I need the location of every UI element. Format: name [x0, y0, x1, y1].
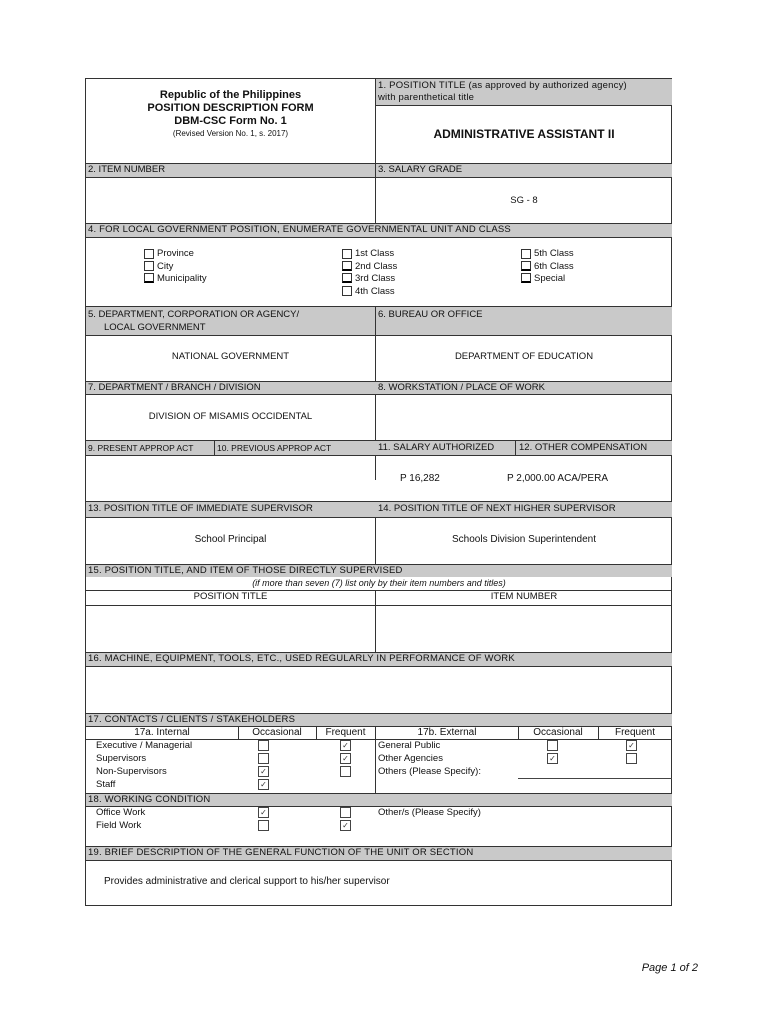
- department-value[interactable]: NATIONAL GOVERNMENT: [171, 351, 290, 362]
- divider: [376, 105, 672, 106]
- fifth-class-label: 5th Class: [534, 248, 574, 259]
- working-condition-label: Field Work: [96, 820, 142, 831]
- supervisors-frequent-checkbox[interactable]: ✓: [340, 753, 351, 764]
- s1-label: [376, 79, 672, 105]
- s13-label: 13. POSITION TITLE OF IMMEDIATE SUPERVISOR: [88, 503, 313, 514]
- first-class-checkbox[interactable]: [342, 249, 352, 259]
- divider: [515, 440, 516, 455]
- s11-label: 11. SALARY AUTHORIZED: [378, 442, 495, 453]
- special-checkbox[interactable]: [521, 273, 531, 283]
- s15-note: (if more than seven (7) list only by their item numbers and titles): [252, 578, 506, 588]
- external-row-label: General Public: [378, 740, 441, 751]
- external-occasional-header: Occasional: [533, 727, 583, 738]
- s2-label: 2. ITEM NUMBER: [88, 164, 166, 175]
- divider: [375, 726, 376, 793]
- s6-label: 6. BUREAU OR OFFICE: [378, 309, 483, 320]
- supervisors-occasional-checkbox[interactable]: [258, 753, 269, 764]
- internal-header: 17a. Internal: [134, 727, 190, 738]
- internal-row-label: Staff: [96, 779, 116, 790]
- internal-occasional-header: Occasional: [252, 727, 302, 738]
- external-header: 17b. External: [417, 727, 477, 738]
- divider: [86, 605, 672, 606]
- other-compensation-value[interactable]: P 2,000.00 ACA/PERA: [507, 473, 608, 484]
- position-title-column-header: POSITION TITLE: [193, 591, 268, 602]
- s14-label: 14. POSITION TITLE OF NEXT HIGHER SUPERVISOR: [378, 503, 616, 514]
- province-label: Province: [157, 248, 194, 259]
- divider: [86, 237, 672, 238]
- second-class-label: 2nd Class: [355, 261, 398, 272]
- municipality-checkbox[interactable]: [144, 273, 154, 283]
- form-number: DBM-CSC Form No. 1: [174, 115, 287, 127]
- fifth-class-checkbox[interactable]: [521, 249, 531, 259]
- internal-row-label: Executive / Managerial: [96, 740, 193, 751]
- divider: [86, 177, 672, 178]
- form-name: POSITION DESCRIPTION FORM: [147, 102, 314, 114]
- s16-label: 16. MACHINE, EQUIPMENT, TOOLS, ETC., USED REGULARLY IN PERFORMANCE OF WORK: [86, 653, 672, 666]
- fourth-class-label: 4th Class: [355, 286, 395, 297]
- non-supervisors-frequent-checkbox[interactable]: [340, 766, 351, 777]
- divider: [375, 590, 376, 652]
- city-checkbox[interactable]: [144, 261, 154, 271]
- divider: [214, 440, 215, 455]
- third-class-label: 3rd Class: [355, 273, 396, 284]
- general-public-frequent-checkbox[interactable]: ✓: [626, 740, 637, 751]
- s1-label-line2: with parenthetical title: [378, 92, 475, 103]
- s10-label: 10. PREVIOUS APPROP ACT: [217, 443, 332, 453]
- others-specify-label: Others (Please Specify):: [378, 766, 481, 777]
- fourth-class-checkbox[interactable]: [342, 286, 352, 296]
- divider: [86, 860, 672, 861]
- s17-label: 17. CONTACTS / CLIENTS / STAKEHOLDERS: [86, 714, 672, 726]
- municipality-label: Municipality: [157, 273, 207, 284]
- third-class-checkbox[interactable]: [342, 273, 352, 283]
- s5-label-line2: LOCAL GOVERNMENT: [104, 322, 206, 333]
- field-work-frequent-checkbox[interactable]: ✓: [340, 820, 351, 831]
- s9-label: 9. PRESENT APPROP ACT: [88, 443, 194, 453]
- s7-label: 7. DEPARTMENT / BRANCH / DIVISION: [88, 382, 261, 393]
- next-higher-supervisor-value[interactable]: Schools Division Superintendent: [452, 534, 596, 545]
- s8-label: 8. WORKSTATION / PLACE OF WORK: [378, 382, 545, 393]
- s15-label: 15. POSITION TITLE, AND ITEM OF THOSE DIRECTLY SUPERVISED: [86, 565, 672, 577]
- field-work-occasional-checkbox[interactable]: [258, 820, 269, 831]
- internal-frequent-header: Frequent: [325, 727, 366, 738]
- office-work-frequent-checkbox[interactable]: [340, 807, 351, 818]
- sixth-class-checkbox[interactable]: [521, 261, 531, 271]
- office-work-occasional-checkbox[interactable]: ✓: [258, 807, 269, 818]
- s4-label: 4. FOR LOCAL GOVERNMENT POSITION, ENUMERATE GOVERNMENTAL UNIT AND CLASS: [86, 224, 672, 237]
- s18-label: 18. WORKING CONDITION: [86, 794, 672, 806]
- general-function-value[interactable]: Provides administrative and clerical support to his/her supervisor: [104, 876, 390, 887]
- position-title-value[interactable]: ADMINISTRATIVE ASSISTANT II: [433, 127, 615, 141]
- city-label: City: [157, 261, 174, 272]
- republic-label: Republic of the Philippines: [159, 89, 302, 101]
- divider: [86, 394, 672, 395]
- special-label: Special: [534, 273, 566, 284]
- province-checkbox[interactable]: [144, 249, 154, 259]
- divider: [86, 517, 672, 518]
- executive-occasional-checkbox[interactable]: [258, 740, 269, 751]
- s3-label: 3. SALARY GRADE: [378, 164, 463, 175]
- staff-occasional-checkbox[interactable]: ✓: [258, 779, 269, 790]
- external-row-label: Other Agencies: [378, 753, 443, 764]
- divider: [375, 163, 376, 223]
- divider: [86, 666, 672, 667]
- first-class-label: 1st Class: [355, 248, 395, 259]
- external-frequent-header: Frequent: [614, 727, 656, 738]
- page-number: Page 1 of 2: [641, 962, 698, 974]
- immediate-supervisor-value[interactable]: School Principal: [194, 534, 267, 545]
- other-conditions-label: Other/s (Please Specify): [378, 807, 481, 818]
- form-revision: (Revised Version No. 1, s. 2017): [172, 129, 289, 138]
- general-public-occasional-checkbox[interactable]: [547, 740, 558, 751]
- bureau-value[interactable]: DEPARTMENT OF EDUCATION: [454, 351, 594, 362]
- other-agencies-occasional-checkbox[interactable]: ✓: [547, 753, 558, 764]
- working-condition-label: Office Work: [96, 807, 146, 818]
- internal-row-label: Supervisors: [96, 753, 147, 764]
- others-specify-line[interactable]: [518, 778, 672, 779]
- s5-label-line1: 5. DEPARTMENT, CORPORATION OR AGENCY/: [88, 309, 300, 320]
- non-supervisors-occasional-checkbox[interactable]: ✓: [258, 766, 269, 777]
- position-description-form: [85, 78, 672, 906]
- executive-frequent-checkbox[interactable]: ✓: [340, 740, 351, 751]
- sixth-class-label: 6th Class: [534, 261, 574, 272]
- salary-authorized-value[interactable]: P 16,282: [400, 473, 440, 484]
- divider: [86, 335, 672, 336]
- division-value[interactable]: DIVISION OF MISAMIS OCCIDENTAL: [148, 411, 313, 422]
- item-number-column-header: ITEM NUMBER: [490, 591, 558, 602]
- salary-grade-value[interactable]: SG - 8: [510, 195, 538, 206]
- s1-label-line1: 1. POSITION TITLE (as approved by authorized agency): [378, 80, 627, 91]
- s12-label: 12. OTHER COMPENSATION: [519, 442, 648, 453]
- other-agencies-frequent-checkbox[interactable]: [626, 753, 637, 764]
- divider: [86, 455, 672, 456]
- internal-row-label: Non-Supervisors: [96, 766, 167, 777]
- s19-label: 19. BRIEF DESCRIPTION OF THE GENERAL FUNCTION OF THE UNIT OR SECTION: [86, 847, 672, 860]
- second-class-checkbox[interactable]: [342, 261, 352, 271]
